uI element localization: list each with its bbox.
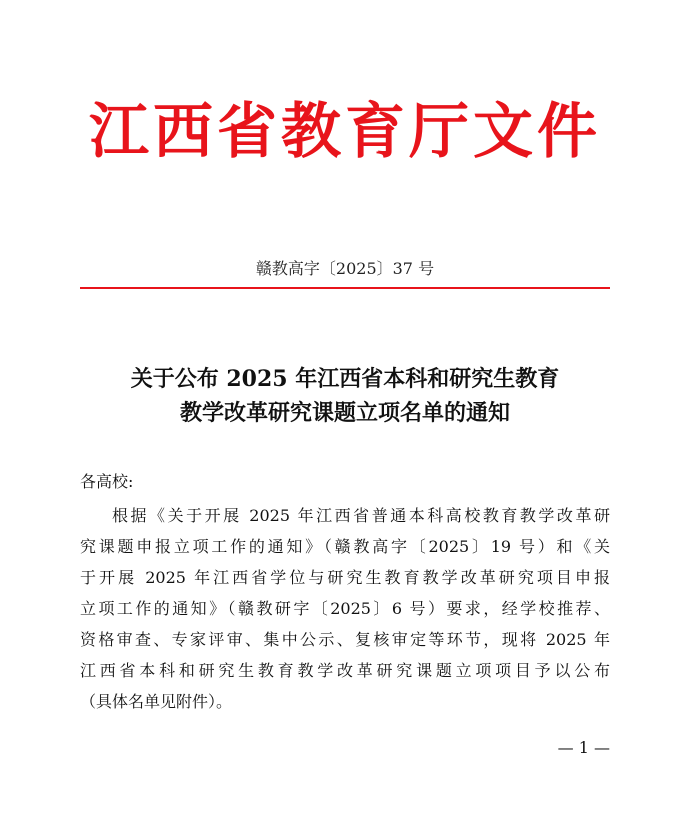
body-line: 立项工作的通知》（赣教研字〔2025〕6 号）要求，经学校推荐、 bbox=[80, 599, 610, 618]
masthead-title: 江西省教育厅文件 bbox=[89, 97, 601, 167]
body-line: 江西省本科和研究生教育教学改革研究课题立项项目予以公布 bbox=[80, 661, 610, 680]
body-line: （具体名单见附件）。 bbox=[80, 692, 233, 711]
notice-title-line-2: 教学改革研究课题立项名单的通知 bbox=[179, 400, 510, 426]
body-paragraph bbox=[80, 500, 610, 717]
red-divider-line bbox=[80, 287, 610, 289]
body-line: 资格审查、专家评审、集中公示、复核审定等环节，现将 2025 年 bbox=[80, 630, 610, 649]
notice-title bbox=[60, 362, 630, 430]
body-line: 于开展 2025 年江西省学位与研究生教育教学改革研究项目申报 bbox=[80, 568, 610, 587]
notice-title-line-1: 关于公布 2025 年江西省本科和研究生教育 bbox=[130, 366, 560, 392]
document-number: 赣教高字〔2025〕37 号 bbox=[255, 259, 435, 278]
page-number: — 1 — bbox=[557, 738, 610, 757]
body-line: 究课题申报立项工作的通知》（赣教高字〔2025〕19 号）和《关 bbox=[80, 537, 610, 556]
salutation: 各高校: bbox=[80, 472, 134, 491]
body-line: 根据《关于开展 2025 年江西省普通本科高校教育教学改革研 bbox=[112, 506, 610, 525]
